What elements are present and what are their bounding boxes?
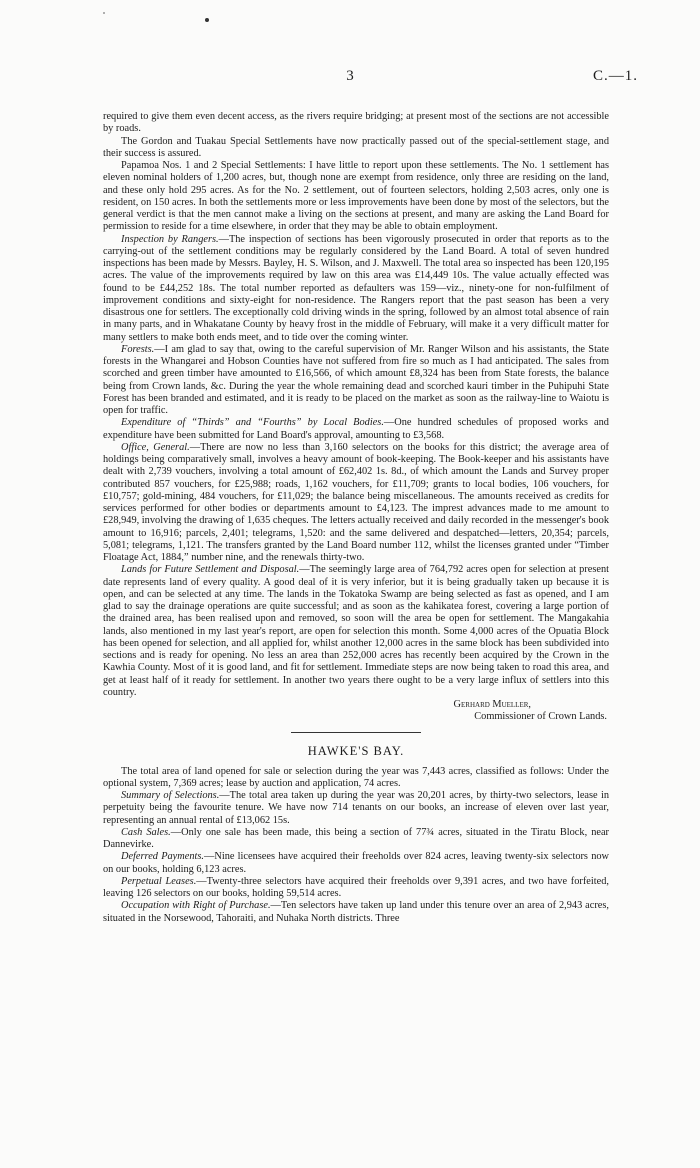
section-divider	[103, 724, 609, 740]
paragraph-gordon-tuakau: The Gordon and Tuakau Special Settlements have now practically passed out of the special-settlement stage, and their success is assured.	[103, 135, 609, 159]
paragraph-hb-summary	[103, 790, 609, 827]
hb-deferred-lead: Deferred Payments.	[121, 851, 204, 863]
hb-occupation-lead: Occupation with Right of Purchase.	[121, 900, 271, 912]
hb-cash-text: —Only one sale has been made, this being a section of 77¾ acres, situated in the Tiratu Block, near Dannevirke.	[103, 826, 609, 850]
paragraph-forests	[103, 344, 609, 418]
hb-cash-lead: Cash Sales.	[121, 826, 171, 838]
future-lands-lead: Lands for Future Settlement and Disposal.	[121, 564, 300, 576]
paragraph-thirds-fourths	[103, 417, 609, 442]
hb-summary-text: —The total area taken up during the year was 20,201 acres, by thirty-two selectors, lease in perpetuity being the favourite tenure. We have now 714 tenants on our books, an increase of eleven over last year, representing an annual rental of £13,062 15s.	[103, 790, 609, 826]
paragraph-hb-perpetual	[103, 876, 609, 901]
paragraph-hb-occupation	[103, 900, 609, 925]
hb-summary-lead: Summary of Selections.	[121, 790, 220, 801]
hb-perpetual-lead: Perpetual Leases.	[121, 875, 197, 887]
paragraph-future-lands	[103, 564, 609, 699]
signatory-name: Gerhard Mueller,	[453, 699, 531, 710]
signatory-title: Commissioner of Crown Lands.	[474, 711, 607, 723]
paper-speck	[103, 12, 105, 14]
thirds-fourths-lead: Expenditure of “Thirds” and “Fourths” by Local Bodies.	[121, 417, 384, 429]
paragraph-office	[103, 442, 609, 565]
paragraph-papamoa: Papamoa Nos. 1 and 2 Special Settlements: I have little to report upon these settlements. The No. 1 settlement has eleven nominal holders of 1,200 acres, but, though none are exempt from residence, only three are residing on the land, and these only hold 295 acres. As for the No. 2 settlement, out of fourteen selectors, holding 2,503 acres, only one is resident, on 150 acres. In both the settlements more or less improvements have been done by most of the selectors, but the general verdict is that the men cannot make a living on the sections at present, and many are asking the Land Board for permission to reside for a time elsewhere, in order that they may be able to obtain employment.	[103, 160, 609, 233]
paragraph-hb-intro: The total area of land opened for sale or selection during the year was 7,443 acres, classified as follows: Under the optional system, 7,369 acres; lease by auction and application, 74 acres.	[103, 765, 609, 789]
divider-rule	[291, 732, 421, 733]
paragraph-hb-cash-sales	[103, 827, 609, 852]
report-body	[103, 111, 609, 925]
inspection-lead: Inspection by Rangers.	[121, 233, 219, 245]
paragraph-access: required to give them even decent access, as the rivers require bridging; at present most of the sections are not accessible by roads.	[103, 111, 609, 135]
section-heading-hawkes-bay: HAWKE'S BAY.	[307, 743, 405, 758]
paper-speck	[205, 18, 209, 22]
hb-perpetual-text: —Twenty-three selectors have acquired their freeholds over 9,391 acres, and two have forfeited, leaving 126 selectors on our books, holding 59,514 acres.	[103, 875, 609, 899]
forests-lead: Forests.	[121, 343, 155, 355]
hb-occupation-text: —Ten selectors have taken up land under this tenure over an area of 2,943 acres, situated in the Norsewood, Tahoraiti, and Nuhaka North districts. Three	[103, 900, 609, 924]
inspection-text: —The inspection of sections has been vigorously prosecuted in order that reports as to the carrying-out of the settlement conditions may be regularly considered by the Land Board. A total of seven hundred inspections has been made by Messrs. Bayley, H. S. Wilson, and J. Maxwell. The total area so inspected has been 120,195 acres. The value of the improvements required by law on this area was £14,449 10s. The value actually effected was found to be £44,252 18s. The total number reported as defaulters was 159—viz., ninety-one for non-fulfilment of improvement conditions and sixty-eight for non-residence. The Rangers report that the past season has been a very disastrous one for settlers. The exceptionally cold driving winds in the spring, followed by an almost total absence of rain in many parts, and in Whakatane County by heavy frost in the middle of February, will make it a very difficult matter for many settlers to make both ends meet, and to tide over the coming winter.	[103, 233, 609, 343]
page-number: 3	[346, 68, 354, 84]
report-reference: C.—1.	[592, 68, 638, 84]
paragraph-inspection	[103, 234, 609, 344]
thirds-fourths-text: —One hundred schedules of proposed works and expenditure have been submitted for Land Board's approval, amounting to £3,568.	[103, 417, 609, 441]
office-text: —There are now no less than 3,160 selectors on the books for this district; the average area of holdings being comparatively small, involves a heavy amount of book-keeping. The Book-keeper and his assistants have dealt with 2,739 vouchers, involving a total amount of £62,402 1s. 8d., of which amount the Lands and Survey proper contributed 857 vouchers, for £25,988; roads, 1,162 vouchers, for £11,709; grants to local bodies, 106 vouchers, for £10,757; gold-mining, 484 vouchers, for £11,029; the balance being miscellaneous. The amounts received as credits for services performed for other bodies or departments amount to £4,123. The imprest advances made to me amount to £28,949, involving the drawing of 1,635 cheques. The letters actually received and daily recorded in the messenger's book amount to 16,916; parcels, 2,401; telegrams, 1,520: and the same delivered and despatched—letters, 20,354; parcels, 5,081; telegrams, 1,121. The transfers granted by the Land Board number 112, whilst the licenses granted under “Timber Floatage Act, 1884,” number nine, and the renewals thirty-two.	[103, 441, 609, 563]
office-lead: Office, General.	[121, 441, 190, 453]
forests-text: —I am glad to say that, owing to the careful supervision of Mr. Ranger Wilson and his assistants, the State forests in the Whangarei and Hobson Counties have not suffered from fire so much as I had anticipated. The sales from scorched and green timber have amounted to £16,566, of which amount £8,324 has been from State forests, the balance being from Crown lands, &c. During the year the whole remaining dead and scorched kauri timber in the Puhipuhi State Forest has been branded and estimated, and it is ready to be placed on the market as soon as the railway-line to Waiotu is open for traffic.	[103, 343, 609, 416]
signature-block	[103, 699, 609, 724]
hb-deferred-text: —Nine licensees have acquired their freeholds over 824 acres, leaving twenty-six selectors now on our books, holding 6,123 acres.	[103, 851, 610, 875]
paragraph-hb-deferred	[103, 851, 609, 876]
future-lands-text: —The seemingly large area of 764,792 acres open for selection at present date represents land of every quality. A good deal of it is very inferior, but it is being gradually taken up because it is open, and can be selected at any time. The lands in the Tokatoka Swamp are being selected as fast as opened, and I am glad to say the drainage operations are quite successful; and as soon as the kahikatea forest, covering a large portion of the drained area, has been realised upon and removed, so soon will the area be open for settlement. The Mangakahia lands, also mentioned in my last year's report, are open for selection this month. Some 4,000 acres of the Opuatia Block has been opened for selection, and all applied for, whilst another 12,000 acres in the same block has been subdivided into sections and is ready for opening. No less an area than 252,000 acres has recently been acquired by the Crown in the Kawhia County. Most of it is good land, and fit for settlement. Immediate steps are now being taken to road this area, and get at least half of it ready for settlement. In another two years there ought to be a very large influx of settlers into this country.	[103, 564, 609, 698]
